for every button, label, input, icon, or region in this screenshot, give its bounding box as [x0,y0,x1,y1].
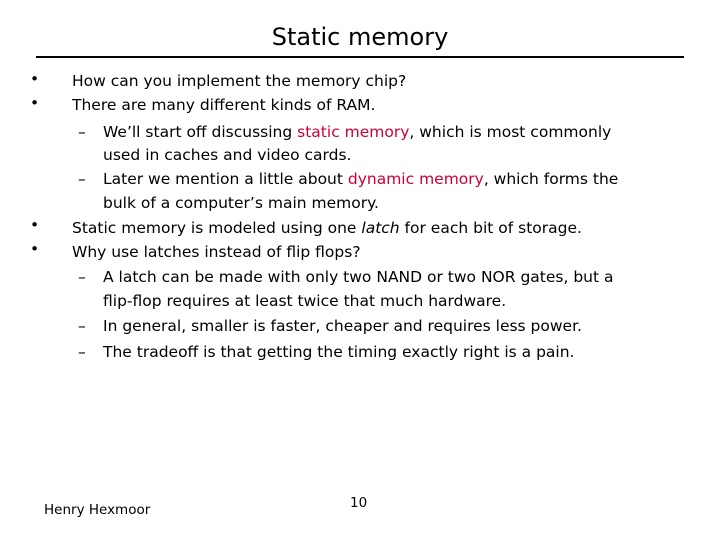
subitem-text: A latch can be made with only two NAND or two NOR gates, but a [103,268,614,286]
subitem-text-part: We’ll start off discussing [103,123,298,141]
subitem-text: The tradeoff is that getting the timing exactly right is a pain. [103,343,575,361]
highlight-term: dynamic memory [347,170,484,188]
subitem-continuation: bulk of a computer’s main memory. [103,194,379,212]
footer-author: Henry Hexmoor [44,502,151,518]
subitem-text: In general, smaller is faster, cheaper and requires less power. [103,317,582,335]
dash-icon: – [78,343,86,361]
bullet-text [72,216,582,240]
bullet-icon: • [30,70,40,88]
italic-term: latch [361,219,400,237]
bullet-icon: • [30,216,40,234]
subitem-text-part: , which forms the [483,170,619,188]
subitem-continuation: used in caches and video cards. [103,146,352,164]
bullet-icon: • [30,94,40,112]
page-number: 10 [350,495,368,511]
bullet-text-part: Static memory is modeled using one [72,219,362,237]
dash-icon: – [78,317,86,335]
subitem-continuation: flip-flop requires at least twice that much hardware. [103,292,507,310]
bullet-text-part: for each bit of storage. [399,219,582,237]
slide-title: Static memory [271,23,449,51]
bullet-text: Why use latches instead of flip flops? [72,243,361,261]
bullet-text: There are many different kinds of RAM. [72,96,376,114]
dash-icon: – [78,170,86,188]
dash-icon: – [78,123,86,141]
bullet-text: How can you implement the memory chip? [72,72,407,90]
subitem-text-part: , which is most commonly [409,123,612,141]
subitem-text [103,167,618,191]
subitem-text-part: Later we mention a little about [103,170,348,188]
title-underline [36,56,684,58]
subitem-text [103,120,611,144]
dash-icon: – [78,268,86,286]
bullet-icon: • [30,240,40,258]
highlight-term: static memory [297,123,410,141]
